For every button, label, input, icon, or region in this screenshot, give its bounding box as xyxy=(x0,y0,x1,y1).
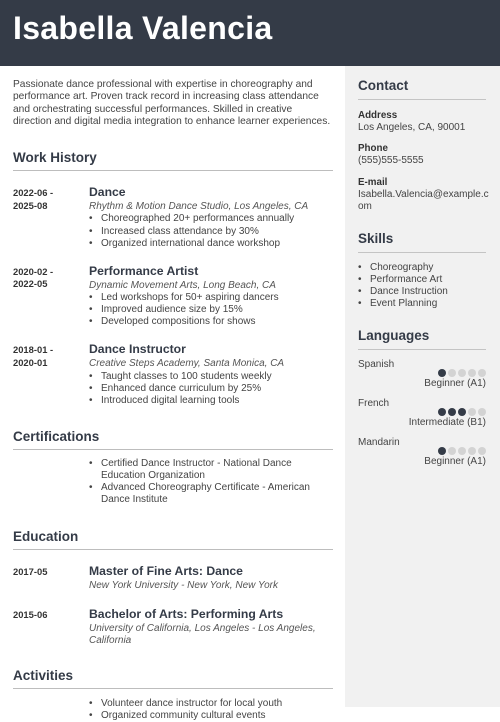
job-title: Dance xyxy=(89,185,126,200)
education-date: 2017-05 xyxy=(13,566,48,578)
education-entry xyxy=(13,607,333,648)
certifications-title: Certifications xyxy=(13,428,100,444)
certifications-section xyxy=(13,429,333,506)
language-item xyxy=(358,398,486,428)
email-value[interactable]: Isabella.Valencia@example.com xyxy=(358,188,489,212)
skill-item: • Event Planning xyxy=(358,298,493,310)
languages-section xyxy=(358,328,493,467)
work-history-title: Work History xyxy=(13,150,97,166)
rating-dot xyxy=(478,408,486,416)
institution: University of California, Los Angeles - Los Angeles, California xyxy=(89,622,316,646)
language-name: Mandarin xyxy=(358,436,400,448)
bullet-item: • Increased class attendance by 30% xyxy=(89,226,333,238)
rating-dot xyxy=(448,408,456,416)
certifications-list xyxy=(13,458,333,506)
job-title: Performance Artist xyxy=(89,263,199,278)
rating-dot xyxy=(468,408,476,416)
rating-dot xyxy=(468,369,476,377)
bullet-item: • Organized international dance workshop xyxy=(89,238,333,250)
education-entry xyxy=(13,564,333,592)
work-bullets xyxy=(89,213,333,249)
address-value: Los Angeles, CA, 90001 xyxy=(358,122,466,133)
language-level: Beginner (A1) xyxy=(424,377,486,389)
languages-list xyxy=(358,359,493,467)
email-label: E-mail xyxy=(358,176,388,188)
skills-section xyxy=(358,231,493,310)
language-name: French xyxy=(358,397,390,409)
divider xyxy=(358,252,486,253)
bullet-item: • Enhanced dance curriculum by 25% xyxy=(89,383,333,395)
language-level: Beginner (A1) xyxy=(424,455,486,467)
work-bullets xyxy=(89,371,333,407)
skill-item: • Dance Instruction xyxy=(358,286,493,298)
language-name: Spanish xyxy=(358,358,395,370)
language-rating xyxy=(438,447,486,455)
rating-dot xyxy=(478,447,486,455)
skill-item: • Choreography xyxy=(358,262,493,274)
bullet-item: • Improved audience size by 15% xyxy=(89,304,333,316)
candidate-name: Isabella Valencia xyxy=(13,10,273,46)
rating-dot xyxy=(448,447,456,455)
institution: New York University - New York, New York xyxy=(89,580,278,592)
skills-title: Skills xyxy=(358,231,394,247)
work-dates: 2018-01 - 2020-01 xyxy=(13,344,54,368)
contact-section xyxy=(358,78,493,213)
activities-title: Activities xyxy=(13,668,74,684)
rating-dot xyxy=(478,369,486,377)
resume-header xyxy=(0,0,500,66)
bullet-item: • Led workshops for 50+ aspiring dancers xyxy=(89,292,333,304)
employer: Rhythm & Motion Dance Studio, Los Angeles, CA xyxy=(89,201,309,213)
work-entry xyxy=(13,185,333,250)
divider xyxy=(358,349,486,350)
language-rating xyxy=(438,369,486,377)
job-title: Dance Instructor xyxy=(89,342,186,357)
rating-dot xyxy=(448,369,456,377)
rating-dot xyxy=(458,408,466,416)
education-section xyxy=(13,529,333,647)
certification-item: • Certified Dance Instructor - National Dance Education Organization xyxy=(89,458,333,482)
work-entry xyxy=(13,342,333,407)
language-rating xyxy=(438,408,486,416)
language-level: Intermediate (B1) xyxy=(408,416,486,428)
education-list xyxy=(13,564,333,647)
language-item xyxy=(358,437,486,467)
employer: Creative Steps Academy, Santa Monica, CA xyxy=(89,358,285,370)
phone-value: (555)555-5555 xyxy=(358,155,424,167)
divider xyxy=(358,99,486,100)
work-history-section xyxy=(13,150,333,407)
work-dates: 2020-02 - 2022-05 xyxy=(13,265,54,290)
degree-title: Bachelor of Arts: Performing Arts xyxy=(89,606,284,621)
bullet-item: • Introduced digital learning tools xyxy=(89,395,333,407)
address-label: Address xyxy=(358,110,398,121)
rating-dot xyxy=(438,408,446,416)
rating-dot xyxy=(458,369,466,377)
contact-title: Contact xyxy=(358,78,409,93)
rating-dot xyxy=(458,447,466,455)
language-item xyxy=(358,359,486,389)
rating-dot xyxy=(438,447,446,455)
bullet-item: • Choreographed 20+ performances annually xyxy=(89,213,333,225)
work-bullets xyxy=(89,292,333,328)
skill-item: • Performance Art xyxy=(358,274,493,286)
rating-dot xyxy=(438,369,446,377)
degree-title: Master of Fine Arts: Dance xyxy=(89,564,243,579)
bullet-item: • Developed compositions for shows xyxy=(89,316,333,328)
activities-list xyxy=(13,698,333,722)
phone-label: Phone xyxy=(358,143,388,155)
divider xyxy=(13,170,333,171)
work-history-list xyxy=(13,185,333,407)
activity-item: • Volunteer dance instructor for local youth xyxy=(89,698,333,710)
main-column xyxy=(13,79,333,722)
activity-item: • Organized community cultural events xyxy=(89,710,333,722)
employer: Dynamic Movement Arts, Long Beach, CA xyxy=(89,279,276,291)
bullet-item: • Taught classes to 100 students weekly xyxy=(89,371,333,383)
languages-title: Languages xyxy=(358,327,430,343)
rating-dot xyxy=(468,447,476,455)
divider xyxy=(13,688,333,689)
activities-section xyxy=(13,668,333,722)
education-title: Education xyxy=(13,529,79,545)
divider xyxy=(13,549,333,550)
divider xyxy=(13,449,333,450)
professional-summary: Passionate dance professional with expertise in choreography and performance art. Proven track record in increasing class attendance and orchestrating successful performances. Skilled in creative direction and digital media integration to enhance learner experiences. xyxy=(13,79,331,127)
skills-list xyxy=(358,262,493,310)
certification-item: • Advanced Choreography Certificate - American Dance Institute xyxy=(89,482,333,506)
work-dates: 2022-06 - 2025-08 xyxy=(13,187,54,211)
sidebar xyxy=(345,66,500,707)
education-date: 2015-06 xyxy=(13,608,48,620)
work-entry xyxy=(13,264,333,329)
